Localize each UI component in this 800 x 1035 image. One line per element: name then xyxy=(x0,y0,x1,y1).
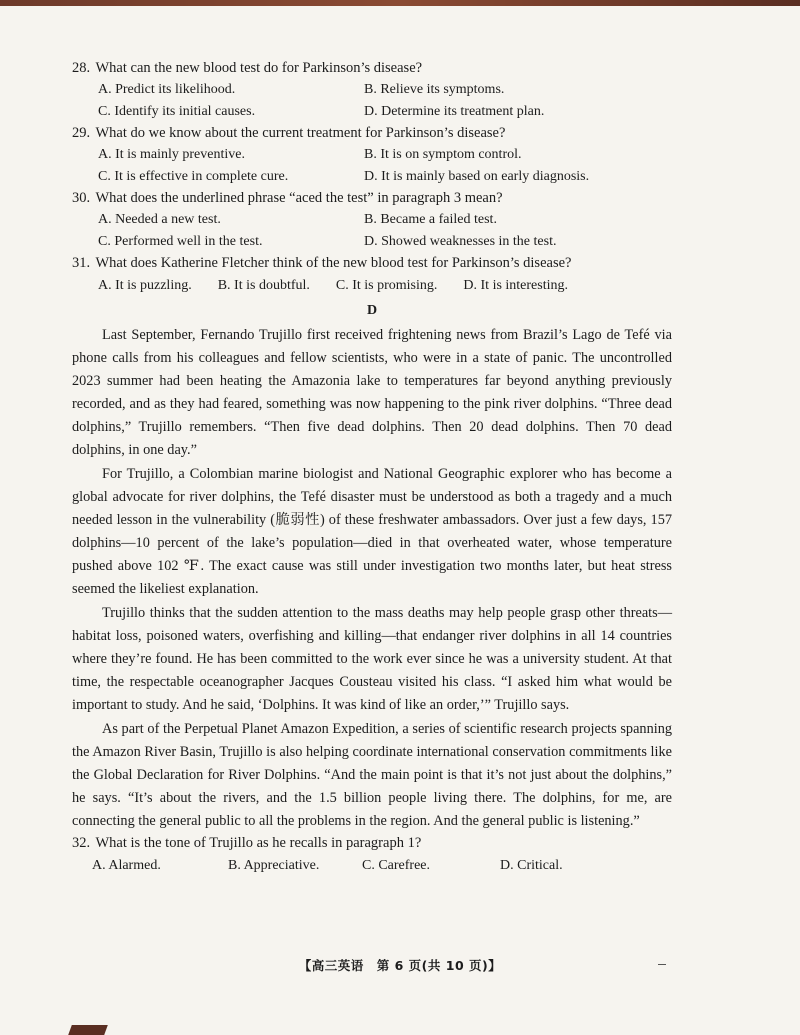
question-30-stem xyxy=(72,188,672,209)
option-29-d: D. It is mainly based on early diagnosis. xyxy=(364,169,590,184)
question-28 xyxy=(72,58,672,123)
option-30-a: A. Needed a new test. xyxy=(98,212,221,227)
footer-dash-mark xyxy=(658,964,666,965)
option-32-a: A. Alarmed. xyxy=(92,858,161,873)
question-31 xyxy=(72,253,672,298)
question-29-text: What do we know about the current treatment for Parkinson’s disease? xyxy=(95,125,506,141)
question-32-options xyxy=(72,854,672,878)
page-bottom-edge xyxy=(68,1025,108,1035)
option-28-b: B. Relieve its symptoms. xyxy=(364,82,505,97)
option-28-a: A. Predict its likelihood. xyxy=(98,82,236,97)
option-29-c: C. It is effective in complete cure. xyxy=(98,169,289,184)
passage-paragraph-2: For Trujillo, a Colombian marine biologist and National Geographic explorer who has become a global advocate for river dolphins, the Tefé disaster must be understood as both a tragedy and a much needed lesson in the vulnerability (脆弱性) of these freshwater ambassadors. Over just a few days, 157 dolphins—10 percent of the lake’s population—died in that overheated water, whose temperature pushed above 102 ℉. The exact cause was still under investigation two months later, but heat stress seemed the likeliest explanation. xyxy=(72,466,672,597)
passage-paragraph-4: As part of the Perpetual Planet Amazon Expedition, a series of scientific research projects spanning the Amazon River Basin, Trujillo is also helping coordinate international conservation commitments like the Global Declaration for River Dolphins. “And the main point is that it’s not just about the dolphins,” he says. “It’s about the rivers, and the 1.5 billion people living there. The dolphins, for me, are connecting the general public to all the problems in the region. And the general public is listening.” xyxy=(72,721,672,829)
option-31-d: D. It is interesting. xyxy=(463,278,569,293)
page-top-edge xyxy=(0,0,800,6)
option-28-c: C. Identify its initial causes. xyxy=(98,104,256,119)
option-29-b: B. It is on symptom control. xyxy=(364,147,522,162)
question-31-stem xyxy=(72,253,672,274)
question-31-text: What does Katherine Fletcher think of the new blood test for Parkinson’s disease? xyxy=(95,255,572,271)
option-31-a: A. It is puzzling. xyxy=(98,278,192,293)
option-31-c: C. It is promising. xyxy=(335,278,438,293)
passage-paragraph-1: Last September, Fernando Trujillo first received frightening news from Brazil’s Lago de Tefé via phone calls from his colleagues and fellow scientists, who were in a state of panic. The uncontrolled 2023 summer had been heating the Amazonia lake to temperatures far beyond anything previously recorded, and as they had feared, something was now happening to the pink river dolphins. “Three dead dolphins,” Trujillo remembers. “Then five dead dolphins. Then 20 dead dolphins. Then 70 dead dolphins, in one day.” xyxy=(72,327,672,458)
option-29-a: A. It is mainly preventive. xyxy=(98,147,245,162)
question-28-number: 28. xyxy=(72,60,91,76)
question-29-options xyxy=(72,144,672,188)
question-30-text: What does the underlined phrase “aced the test” in paragraph 3 mean? xyxy=(95,190,503,206)
question-32 xyxy=(72,833,672,878)
question-30-options xyxy=(72,209,672,253)
question-28-text: What can the new blood test do for Parkinson’s disease? xyxy=(95,60,423,76)
question-28-stem xyxy=(72,58,672,79)
question-29 xyxy=(72,123,672,188)
question-31-number: 31. xyxy=(72,255,91,271)
option-31-b: B. It is doubtful. xyxy=(217,278,310,293)
section-heading: D xyxy=(366,303,378,318)
question-32-stem xyxy=(72,833,672,854)
question-32-number: 32. xyxy=(72,835,91,851)
question-29-number: 29. xyxy=(72,125,91,141)
passage-paragraph-3: Trujillo thinks that the sudden attention to the mass deaths may help people grasp other threats—habitat loss, poisoned waters, overfishing and killing—that endanger river dolphins in all 14 countries where they’re found. He has been committed to the work ever since he was a university student. At that time, the respectable oceanographer Jacques Cousteau visited his class. “I asked him what would be important to study. And he said, ‘Dolphins. It was kind of like an order,’” Trujillo says. xyxy=(72,605,672,713)
question-31-options xyxy=(72,274,672,298)
option-30-b: B. Became a failed test. xyxy=(364,212,497,227)
option-30-d: D. Showed weaknesses in the test. xyxy=(364,234,557,249)
question-32-text: What is the tone of Trujillo as he recalls in paragraph 1? xyxy=(95,835,422,851)
question-28-options xyxy=(72,79,672,123)
question-29-stem xyxy=(72,123,672,144)
option-30-c: C. Performed well in the test. xyxy=(98,234,263,249)
option-32-c: C. Carefree. xyxy=(362,858,431,873)
option-32-b: B. Appreciative. xyxy=(228,858,320,873)
option-28-d: D. Determine its treatment plan. xyxy=(364,104,545,119)
exam-page xyxy=(72,58,672,878)
question-30 xyxy=(72,188,672,253)
option-32-d: D. Critical. xyxy=(500,858,563,873)
page-footer: 【高三英语 第 6 页(共 10 页)】 xyxy=(298,958,502,973)
question-30-number: 30. xyxy=(72,190,91,206)
